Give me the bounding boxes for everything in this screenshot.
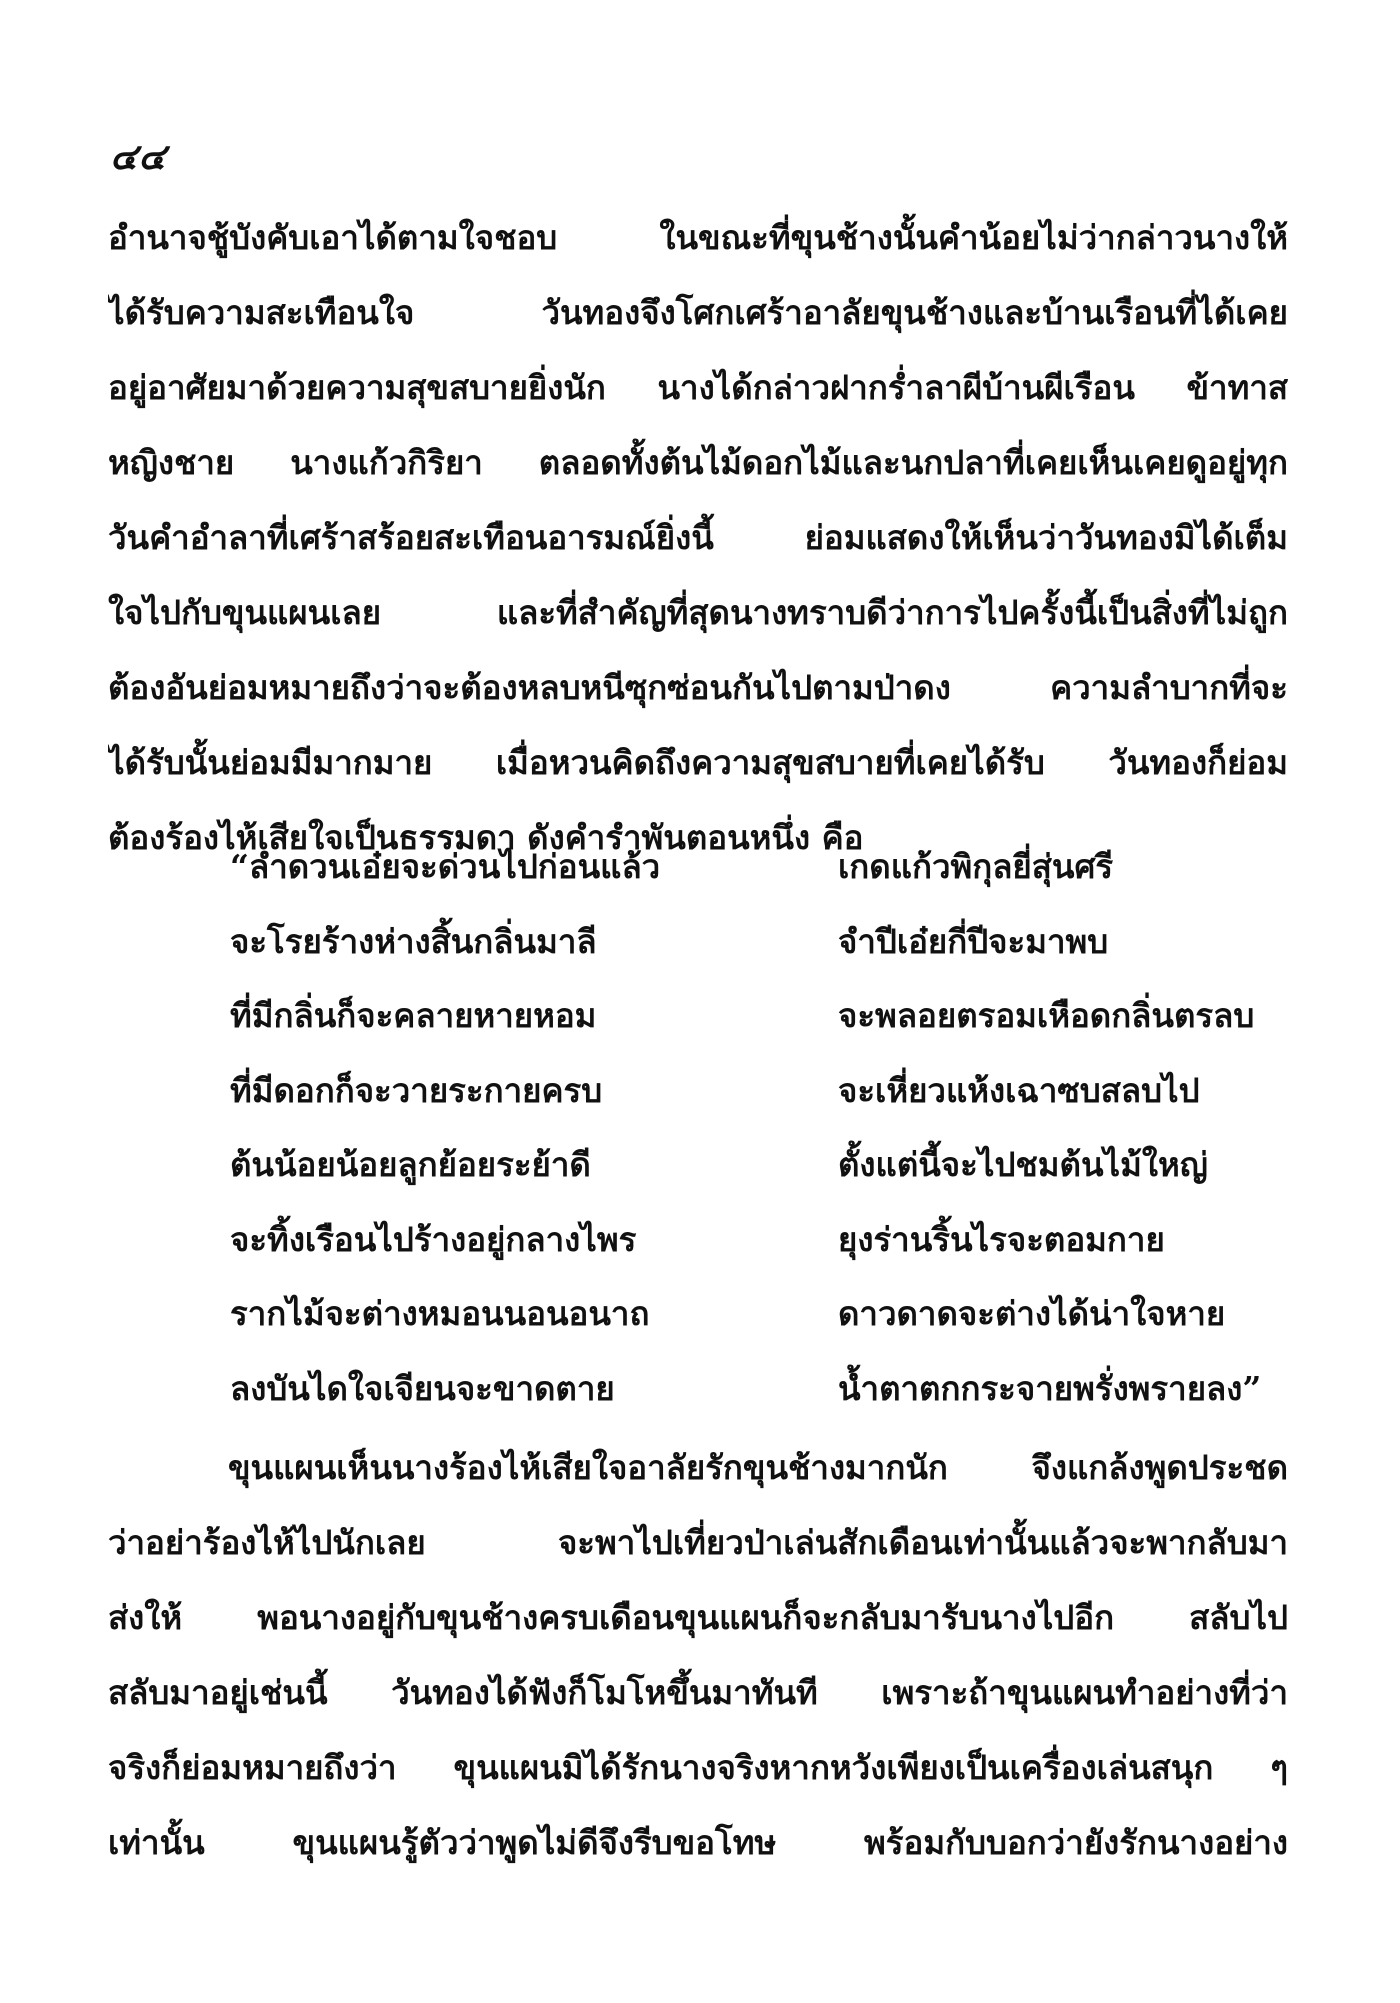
- text-line: ว่าอย่าร้องไห้ไปนักเลย จะพาไปเที่ยวป่าเล่นสักเดือนเท่านั้นแล้วจะพากลับมา: [108, 1523, 1288, 1562]
- poem-couplet: [230, 1128, 1290, 1203]
- poem-first-half: ต้นน้อยน้อยลูกย้อยระย้าดี: [230, 1145, 591, 1184]
- text-line: ได้รับความสะเทือนใจ วันทองจึงโศกเศร้าอาลัยขุนช้างและบ้านเรือนที่ได้เคย: [108, 293, 1288, 332]
- poem-second-half: ดาวดาดจะต่างได้น่าใจหาย: [838, 1294, 1226, 1333]
- text-line: ต้องร้องไห้เสียใจเป็นธรรมดา ดังคำรำพันตอนหนึ่ง คือ: [108, 818, 864, 857]
- poem-couplet: [230, 830, 1290, 905]
- poem-first-half: “ลำดวนเอ๋ยจะด่วนไปก่อนแล้ว: [230, 847, 661, 886]
- poem-second-half: ยุงร่านริ้นไรจะตอมกาย: [838, 1219, 1165, 1259]
- poem-second-half: จะพลอยตรอมเหือดกลิ่นตรลบ: [838, 996, 1255, 1035]
- poem-couplet: [230, 1352, 1290, 1427]
- poem-first-half: ลงบันไดใจเจียนจะขาดตาย: [230, 1368, 615, 1408]
- text-line: อำนาจชู้บังคับเอาได้ตามใจชอบ ในขณะที่ขุนช้างนั้นคำน้อยไม่ว่ากล่าวนางให้: [108, 218, 1288, 257]
- text-line: สลับมาอยู่เช่นนี้ วันทองได้ฟังก็โมโหขึ้นมาทันที เพราะถ้าขุนแผนทำอย่างที่ว่า: [108, 1673, 1288, 1712]
- poem-second-half: จำปีเอ๋ยกี่ปีจะมาพบ: [838, 921, 1109, 961]
- text-line: วันคำอำลาที่เศร้าสร้อยสะเทือนอารมณ์ยิ่งนี้ ย่อมแสดงให้เห็นว่าวันทองมิได้เต็ม: [108, 518, 1288, 557]
- paragraph-2: [108, 1430, 1288, 1880]
- poem-first-half: รากไม้จะต่างหมอนนอนอนาถ: [230, 1294, 650, 1333]
- text-line: ต้องอันย่อมหมายถึงว่าจะต้องหลบหนีซุกซ่อนกันไปตามป่าดง ความลำบากที่จะ: [108, 668, 1288, 707]
- poem-first-half: จะทิ้งเรือนไปร้างอยู่กลางไพร: [230, 1219, 637, 1259]
- poem-first-half: จะโรยร้างห่างสิ้นกลิ่นมาลี: [230, 921, 597, 961]
- page-number: ๔๔: [110, 136, 167, 178]
- text-line: หญิงชาย นางแก้วกิริยา ตลอดทั้งต้นไม้ดอกไม้และนกปลาที่เคยเห็นเคยดูอยู่ทุก: [108, 443, 1288, 482]
- text-line: จริงก็ย่อมหมายถึงว่า ขุนแผนมิได้รักนางจริงหากหวังเพียงเป็นเครื่องเล่นสนุก ๆ: [108, 1748, 1288, 1787]
- poem-first-half: ที่มีกลิ่นก็จะคลายหายหอม: [230, 996, 597, 1035]
- text-line: เท่านั้น ขุนแผนรู้ตัวว่าพูดไม่ดีจึงรีบขอโทษ พร้อมกับบอกว่ายังรักนางอย่าง: [108, 1823, 1288, 1862]
- poem-couplet: [230, 979, 1290, 1054]
- poem-second-half: จะเหี่ยวแห้งเฉาซบสลบไป: [838, 1070, 1200, 1110]
- poem-couplet: [230, 1203, 1290, 1278]
- text-line: ส่งให้ พอนางอยู่กับขุนช้างครบเดือนขุนแผนก็จะกลับมารับนางไปอีก สลับไป: [108, 1598, 1288, 1637]
- poem-second-half: น้ำตาตกกระจายพรั่งพรายลง”: [838, 1368, 1262, 1408]
- text-line: อยู่อาศัยมาด้วยความสุขสบายยิ่งนัก นางได้กล่าวฝากร่ำลาผีบ้านผีเรือน ข้าทาส: [108, 368, 1288, 407]
- paragraph-1: [108, 200, 1288, 875]
- text-line: ใจไปกับขุนแผนเลย และที่สำคัญที่สุดนางทราบดีว่าการไปครั้งนี้เป็นสิ่งที่ไม่ถูก: [108, 593, 1288, 632]
- text-line: ได้รับนั้นย่อมมีมากมาย เมื่อหวนคิดถึงความสุขสบายที่เคยได้รับ วันทองก็ย่อม: [108, 743, 1288, 782]
- poem-second-half: ตั้งแต่นี้จะไปชมต้นไม้ใหญ่: [838, 1145, 1208, 1184]
- poem-couplet: [230, 1277, 1290, 1352]
- poem-couplet: [230, 1054, 1290, 1129]
- poem-couplet: [230, 905, 1290, 980]
- poem-second-half: เกดแก้วพิกุลยี่สุ่นศรี: [838, 847, 1114, 886]
- poem-first-half: ที่มีดอกก็จะวายระกายครบ: [230, 1070, 603, 1110]
- poem-block: [230, 830, 1290, 1426]
- text-line: ขุนแผนเห็นนางร้องไห้เสียใจอาลัยรักขุนช้างมากนัก จึงแกล้งพูดประชด: [228, 1448, 1288, 1487]
